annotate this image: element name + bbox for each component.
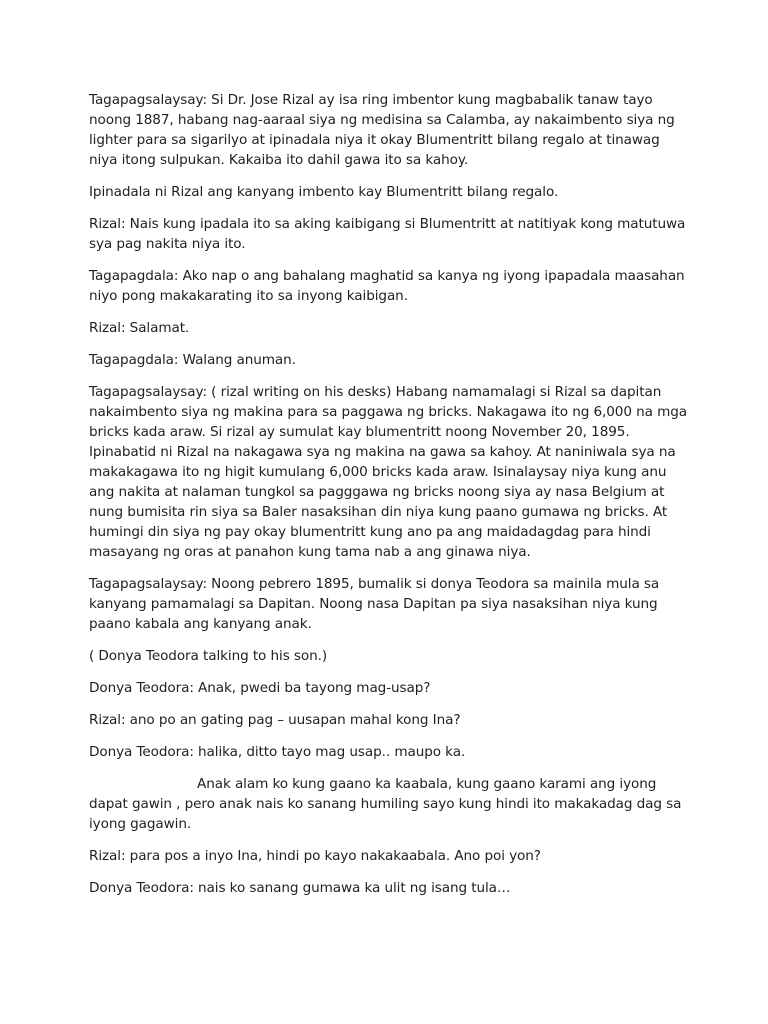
paragraph-stage-direction: Ipinadala ni Rizal ang kanyang imbento kay Blumentritt bilang regalo. bbox=[89, 184, 559, 200]
paragraph-teodora-line-2: Donya Teodora: halika, ditto tayo mag usap.. maupo ka. bbox=[89, 744, 466, 760]
paragraph-rizal-question: Rizal: ano po an gating pag – uusapan mahal kong Ina? bbox=[89, 712, 461, 728]
document-body bbox=[89, 90, 689, 898]
paragraph-rizal-reply: Rizal: para pos a inyo Ina, hindi po kayo nakakaabala. Ano poi yon? bbox=[89, 848, 541, 864]
paragraph-teodora-line-1: Donya Teodora: Anak, pwedi ba tayong mag-usap? bbox=[89, 680, 431, 696]
paragraph-narration-intro: Tagapagsalaysay: Si Dr. Jose Rizal ay isa ring imbentor kung magbabalik tanaw tayo noong 1887, habang nag-aaraal siya ng medisina sa Calamba, ay nakaimbento siya ng lighter para sa sigarilyo at ipinadala niya it okay Blumentritt bilang regalo at tinawag niya itong sulpukan. Kakaiba ito dahil gawa ito sa kahoy. bbox=[89, 92, 675, 168]
paragraph-rizal-thanks: Rizal: Salamat. bbox=[89, 320, 190, 336]
paragraph-teodora-continued: Anak alam ko kung gaano ka kaabala, kung gaano karami ang iyong dapat gawin , pero anak nais ko sanang humiling sayo kung hindi ito makakadag dag sa iyong gagawin. bbox=[89, 776, 682, 832]
paragraph-narration-bricks: Tagapagsalaysay: ( rizal writing on his desks) Habang namamalagi si Rizal sa dapitan nakaimbento siya ng makina para sa paggawa ng bricks. Nakagawa ito ng 6,000 na mga bricks kada araw. Si rizal ay sumulat kay blumentritt noong November 20, 1895. Ipinabatid ni Rizal na nakagawa sya ng makina na gawa sa kahoy. At naniniwala sya na makakagawa ito ng higit kumulang 6,000 bricks kada araw. Isinalaysay niya kung anu ang nakita at nalaman tungkol sa pagggawa ng bricks noong siya ay nasa Belgium at nung bumisita rin siya sa Baler nasaksihan din niya kung paano gumawa ng bricks. At humingi din siya ng pay okay blumentritt kung ano pa ang maidadagdag para hindi masayang ng oras at panahon kung tama nab a ang ginawa niya. bbox=[89, 384, 687, 560]
paragraph-narration-teodora: Tagapagsalaysay: Noong pebrero 1895, bumalik si donya Teodora sa mainila mula sa kanyang pamamalagi sa Dapitan. Noong nasa Dapitan pa siya nasaksihan niya kung paano kabala ang kanyang anak. bbox=[89, 576, 660, 632]
paragraph-teodora-request: Donya Teodora: nais ko sanang gumawa ka ulit ng isang tula… bbox=[89, 880, 511, 896]
paragraph-tagapagdala-reply: Tagapagdala: Walang anuman. bbox=[89, 352, 296, 368]
paragraph-tagapagdala-line: Tagapagdala: Ako nap o ang bahalang maghatid sa kanya ng iyong ipapadala maasahan niyo pong makakarating ito sa inyong kaibigan. bbox=[89, 268, 685, 304]
paragraph-stage-direction-teodora: ( Donya Teodora talking to his son.) bbox=[89, 648, 328, 664]
paragraph-rizal-line: Rizal: Nais kung ipadala ito sa aking kaibigang si Blumentritt at natitiyak kong matutuwa sya pag nakita niya ito. bbox=[89, 216, 686, 252]
